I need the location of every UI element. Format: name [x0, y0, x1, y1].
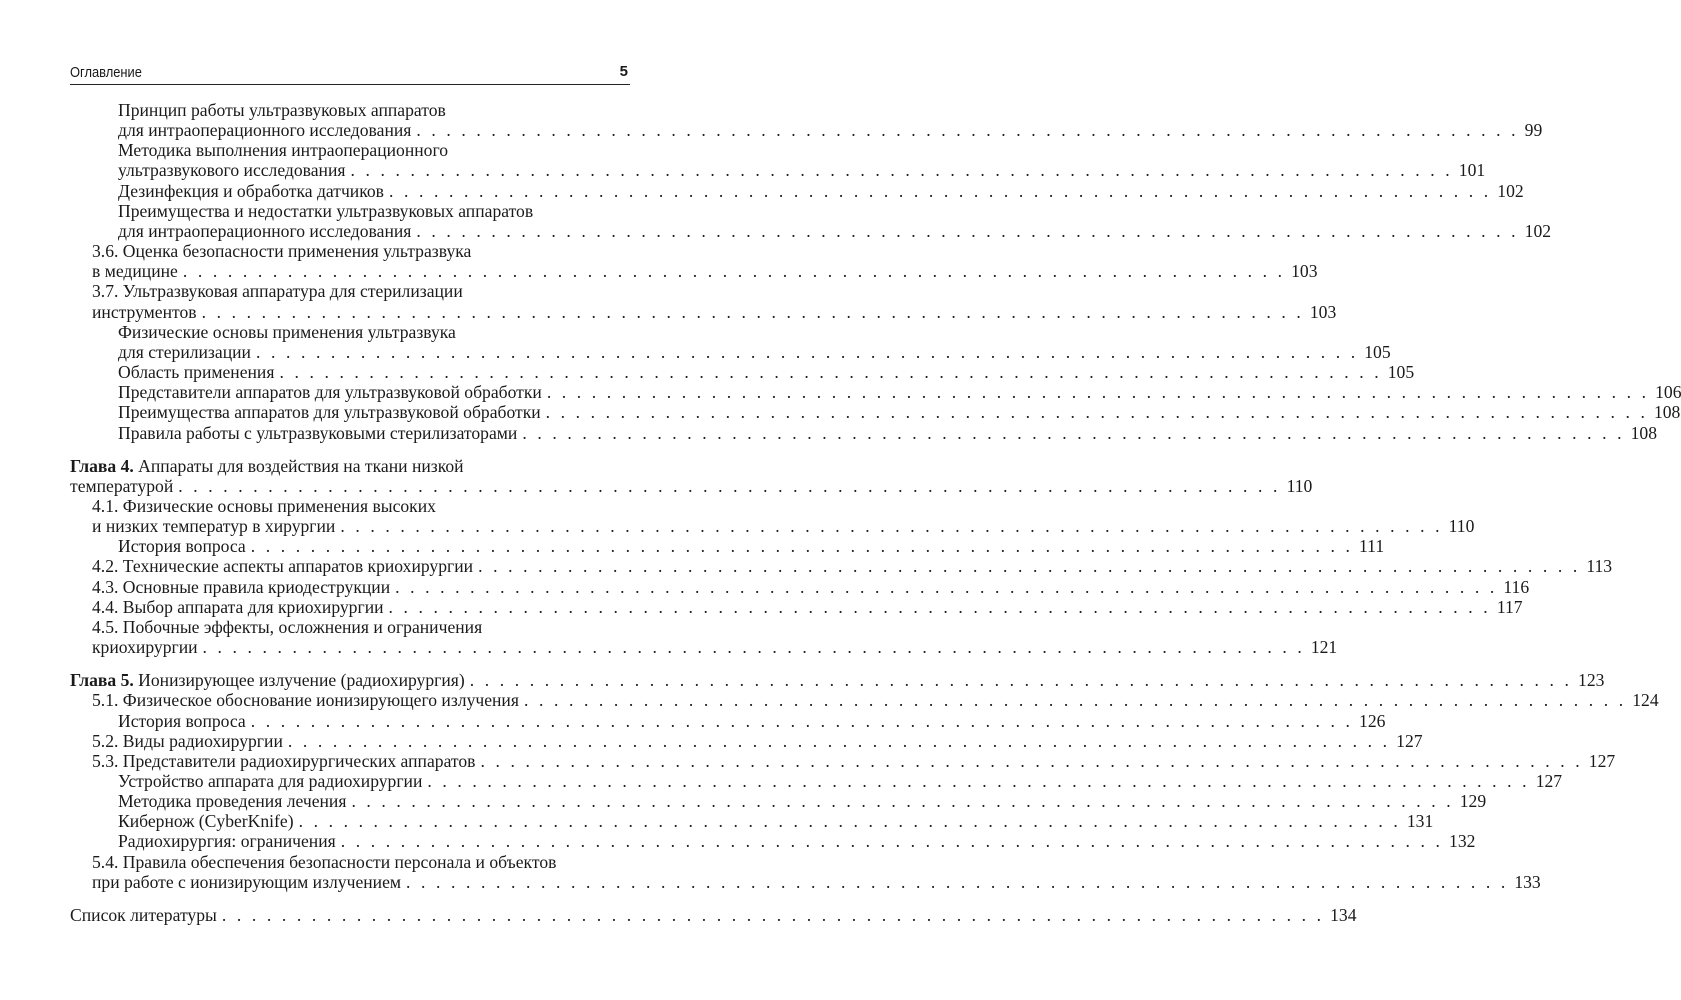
dot-leader: . . . . . . . . . . . . . . . . . . . . . . . . . . . . . . . . . . . . . . . . . . . . . . . . . . . . . . . . . . . . . . . . . . . . . . . . . .	[250, 710, 1354, 731]
toc-entry-text: Принцип работы ультразвуковых аппаратов	[118, 100, 446, 120]
toc-entry-text: История вопроса	[118, 536, 246, 557]
dot-leader: . . . . . . . . . . . . . . . . . . . . . . . . . . . . . . . . . . . . . . . . . . . . . . . . . . . . . . . . . . . . . . . . . . . . . . . . . .	[480, 750, 1583, 771]
dot-leader: . . . . . . . . . . . . . . . . . . . . . . . . . . . . . . . . . . . . . . . . . . . . . . . . . . . . . . . . . . . . . . . . . . . . . . . . . .	[546, 382, 1650, 403]
toc-entry[interactable]	[70, 596, 1523, 617]
toc-entry[interactable]	[70, 750, 1616, 771]
toc-entry-text: Область применения	[118, 362, 275, 383]
toc-page-number: 105	[1387, 362, 1415, 383]
toc-entry[interactable]	[70, 321, 1391, 362]
toc-entry[interactable]	[70, 241, 1318, 282]
dot-leader: . . . . . . . . . . . . . . . . . . . . . . . . . . . . . . . . . . . . . . . . . . . . . . . . . . . . . . . . . . . . . . . . . . . . . . . . . .	[182, 261, 1286, 282]
running-header-title: Оглавление	[70, 64, 142, 81]
toc-entry-text: Аппараты для воздействия на ткани низкой	[133, 455, 464, 476]
toc-entry[interactable]	[70, 851, 1541, 892]
toc-entry-text: и низких температур в хирургии	[92, 516, 336, 537]
toc-chapter-5[interactable]	[70, 670, 1605, 691]
dot-leader: . . . . . . . . . . . . . . . . . . . . . . . . . . . . . . . . . . . . . . . . . . . . . . . . . . . . . . . . . . . . . . . . . . . . . . . . . .	[202, 637, 1305, 658]
toc-entry[interactable]	[70, 791, 1487, 812]
toc-entry[interactable]	[70, 730, 1423, 751]
toc-entry-text: 4.5. Побочные эффекты, осложнения и ограничения	[92, 616, 483, 637]
toc-entry-text: 4.4. Выбор аппарата для криохирургии	[92, 596, 384, 617]
toc-entry-text: 3.7. Ультразвуковая аппаратура для стерилизации	[92, 281, 463, 302]
dot-leader: . . . . . . . . . . . . . . . . . . . . . . . . . . . . . . . . . . . . . . . . . . . . . . . . . . . . . . . . . . . . . . . . . . . . . . . . . .	[388, 180, 1492, 201]
toc-page-number: 123	[1578, 670, 1605, 691]
toc-entry-text: Правила работы с ультразвуковыми стерилизаторами	[118, 422, 518, 443]
toc-entry-text: для интраоперационного исследования	[118, 220, 412, 241]
toc-entry-text: Список литературы	[70, 904, 217, 925]
toc-page-number: 127	[1396, 730, 1423, 751]
toc-entry[interactable]	[70, 422, 1658, 443]
toc-page-number: 133	[1514, 871, 1541, 892]
toc-entry-text: для стерилизации	[118, 341, 251, 362]
toc-entry-text: 4.1. Физические основы применения высоких	[92, 495, 436, 516]
toc-entry-text: Методика проведения лечения	[118, 791, 347, 812]
toc-page-number: 111	[1359, 536, 1385, 557]
toc-page-number: 101	[1458, 160, 1486, 181]
toc-entry-text: Преимущества и недостатки ультразвуковых аппаратов	[118, 200, 534, 221]
toc-page-number: 106	[1655, 382, 1681, 403]
chapter-label: Глава 5.	[70, 670, 134, 691]
toc-entry[interactable]	[70, 536, 1385, 557]
toc-entry-text: Представители аппаратов для ультразвуковой обработки	[118, 382, 542, 403]
toc-page-number: 131	[1406, 811, 1434, 832]
toc-entry-text: 5.2. Виды радиохирургии	[92, 730, 283, 751]
toc-page-number: 116	[1503, 576, 1530, 597]
dot-leader: . . . . . . . . . . . . . . . . . . . . . . . . . . . . . . . . . . . . . . . . . . . . . . . . . . . . . . . . . . . . . . . . . . . . . . . . . .	[250, 536, 1354, 557]
toc-entry[interactable]	[70, 402, 1681, 423]
dot-leader: . . . . . . . . . . . . . . . . . . . . . . . . . . . . . . . . . . . . . . . . . . . . . . . . . . . . . . . . . . . . . . . . . . . . . . . . . .	[201, 301, 1304, 322]
dot-leader: . . . . . . . . . . . . . . . . . . . . . . . . . . . . . . . . . . . . . . . . . . . . . . . . . . . . . . . . . . . . . . . . . . . . . . . . . .	[416, 220, 1519, 241]
toc-entry-text: инструментов	[92, 301, 197, 322]
dot-leader: . . . . . . . . . . . . . . . . . . . . . . . . . . . . . . . . . . . . . . . . . . . . . . . . . . . . . . . . . . . . . . . . . . . . . . . . . .	[298, 811, 1401, 832]
toc-page-number: 117	[1496, 596, 1523, 617]
toc-entry-text: 5.1. Физическое обоснование ионизирующего излучения	[92, 690, 519, 711]
toc-entry-text: для интраоперационного исследования	[118, 120, 412, 141]
dot-leader: . . . . . . . . . . . . . . . . . . . . . . . . . . . . . . . . . . . . . . . . . . . . . . . . . . . . . . . . . . . . . . . . . . . . . . . . . .	[287, 730, 1391, 751]
dot-leader: . . . . . . . . . . . . . . . . . . . . . . . . . . . . . . . . . . . . . . . . . . . . . . . . . . . . . . . . . . . . . . . . . . . . . . . . . .	[523, 690, 1627, 711]
dot-leader: . . . . . . . . . . . . . . . . . . . . . . . . . . . . . . . . . . . . . . . . . . . . . . . . . . . . . . . . . . . . . . . . . . . . . . . . . .	[427, 771, 1530, 791]
toc-page-number: 99	[1524, 120, 1543, 141]
toc-entry[interactable]	[70, 616, 1338, 658]
toc-page-number: 127	[1588, 750, 1616, 771]
dot-leader: . . . . . . . . . . . . . . . . . . . . . . . . . . . . . . . . . . . . . . . . . . . . . . . . . . . . . . . . . . . . . . . . . . . . . . . . . .	[406, 871, 1509, 892]
toc-entry[interactable]	[70, 180, 1524, 201]
toc-entry[interactable]	[70, 556, 1613, 577]
dot-leader: . . . . . . . . . . . . . . . . . . . . . . . . . . . . . . . . . . . . . . . . . . . . . . . . . . . . . . . . . . . . . . . . . . . . . . . . . .	[221, 904, 1325, 925]
toc-entry-text: ультразвукового исследования	[118, 160, 346, 181]
toc-entry-text: Физические основы применения ультразвука	[118, 321, 456, 342]
chapter-label: Глава 4.	[70, 455, 134, 476]
toc-entry[interactable]	[70, 495, 1475, 537]
toc-entry-text: криохирургии	[92, 637, 198, 658]
toc-page-number: 103	[1291, 261, 1318, 282]
toc-page-number: 132	[1449, 831, 1476, 852]
toc-entry-text: Ионизирующее излучение (радиохирургия)	[133, 670, 465, 691]
toc-page-number: 113	[1586, 556, 1613, 577]
dot-leader: . . . . . . . . . . . . . . . . . . . . . . . . . . . . . . . . . . . . . . . . . . . . . . . . . . . . . . . . . . . . . . . . . . . . . . . . . .	[522, 422, 1625, 443]
toc-entry-text: Методика выполнения интраоперационного	[118, 140, 449, 161]
toc-entry-text: 4.2. Технические аспекты аппаратов криохирургии	[92, 556, 474, 577]
toc-entry[interactable]	[70, 831, 1476, 852]
dot-leader: . . . . . . . . . . . . . . . . . . . . . . . . . . . . . . . . . . . . . . . . . . . . . . . . . . . . . . . . . . . . . . . . . . . . . . . . . .	[351, 791, 1454, 812]
toc-entry-text: в медицине	[92, 261, 178, 282]
dot-leader: . . . . . . . . . . . . . . . . . . . . . . . . . . . . . . . . . . . . . . . . . . . . . . . . . . . . . . . . . . . . . . . . . . . . . . . . . .	[545, 402, 1648, 423]
toc-entry-text: 5.3. Представители радиохирургических аппаратов	[92, 750, 476, 771]
toc-entry-text: 5.4. Правила обеспечения безопасности персонала и объектов	[92, 851, 557, 872]
dot-leader: . . . . . . . . . . . . . . . . . . . . . . . . . . . . . . . . . . . . . . . . . . . . . . . . . . . . . . . . . . . . . . . . . . . . . . . . . .	[178, 475, 1281, 496]
toc-entry[interactable]	[70, 771, 1563, 791]
toc-entry[interactable]	[70, 690, 1659, 711]
toc-page-number: 127	[1535, 771, 1563, 791]
toc-entry-text: температурой	[70, 475, 174, 496]
toc-entry[interactable]	[70, 382, 1681, 403]
toc-page-number: 126	[1359, 710, 1386, 731]
toc-entry[interactable]	[70, 576, 1530, 597]
toc-bibliography[interactable]	[70, 904, 1357, 925]
toc-page-number: 105	[1364, 341, 1391, 362]
toc-entry-text: Радиохирургия: ограничения	[118, 831, 336, 852]
toc-entry[interactable]	[70, 362, 1415, 383]
toc-entry-text: 3.6. Оценка безопасности применения ультразвука	[92, 241, 472, 262]
toc-page-number: 108	[1653, 402, 1681, 423]
table-of-contents	[70, 100, 1681, 925]
toc-page-number: 110	[1448, 516, 1475, 537]
toc-entry[interactable]	[70, 281, 1337, 322]
toc-entry-text: Дезинфекция и обработка датчиков	[118, 180, 384, 201]
toc-entry[interactable]	[70, 100, 1543, 141]
dot-leader: . . . . . . . . . . . . . . . . . . . . . . . . . . . . . . . . . . . . . . . . . . . . . . . . . . . . . . . . . . . . . . . . . . . . . . . . . .	[340, 516, 1443, 537]
toc-page-number: 110	[1286, 475, 1313, 496]
toc-page-number: 134	[1330, 904, 1357, 925]
page-number: 5	[619, 63, 628, 80]
toc-entry-text: История вопроса	[118, 710, 246, 731]
dot-leader: . . . . . . . . . . . . . . . . . . . . . . . . . . . . . . . . . . . . . . . . . . . . . . . . . . . . . . . . . . . . . . . . . . . . . . . . . .	[478, 556, 1581, 577]
dot-leader: . . . . . . . . . . . . . . . . . . . . . . . . . . . . . . . . . . . . . . . . . . . . . . . . . . . . . . . . . . . . . . . . . . . . . . . . . .	[350, 160, 1453, 181]
dot-leader: . . . . . . . . . . . . . . . . . . . . . . . . . . . . . . . . . . . . . . . . . . . . . . . . . . . . . . . . . . . . . . . . . . . . . . . . . .	[255, 341, 1359, 362]
toc-entry-text: при работе с ионизирующим излучением	[92, 871, 402, 892]
toc-entry-text: 4.3. Основные правила криодеструкции	[92, 576, 391, 597]
dot-leader: . . . . . . . . . . . . . . . . . . . . . . . . . . . . . . . . . . . . . . . . . . . . . . . . . . . . . . . . . . . . . . . . . . . . . . . . . .	[340, 831, 1444, 852]
dot-leader: . . . . . . . . . . . . . . . . . . . . . . . . . . . . . . . . . . . . . . . . . . . . . . . . . . . . . . . . . . . . . . . . . . . . . . . . . .	[279, 362, 1382, 383]
dot-leader: . . . . . . . . . . . . . . . . . . . . . . . . . . . . . . . . . . . . . . . . . . . . . . . . . . . . . . . . . . . . . . . . . . . . . . . . . .	[395, 576, 1498, 597]
toc-page-number: 124	[1632, 690, 1659, 711]
dot-leader: . . . . . . . . . . . . . . . . . . . . . . . . . . . . . . . . . . . . . . . . . . . . . . . . . . . . . . . . . . . . . . . . . . . . . . . . . .	[416, 120, 1519, 141]
toc-entry-text: Кибернож (CyberKnife)	[118, 811, 294, 832]
toc-entry-text: Преимущества аппаратов для ультразвуковой обработки	[118, 402, 541, 423]
dot-leader: . . . . . . . . . . . . . . . . . . . . . . . . . . . . . . . . . . . . . . . . . . . . . . . . . . . . . . . . . . . . . . . . . . . . . . . . . .	[388, 596, 1491, 617]
toc-entry[interactable]	[70, 140, 1486, 181]
toc-entry[interactable]	[70, 200, 1552, 241]
toc-page-number: 103	[1309, 301, 1337, 322]
toc-page-number: 129	[1459, 791, 1487, 812]
toc-chapter-4[interactable]	[70, 455, 1313, 496]
toc-page-number: 121	[1310, 637, 1338, 658]
dot-leader: . . . . . . . . . . . . . . . . . . . . . . . . . . . . . . . . . . . . . . . . . . . . . . . . . . . . . . . . . . . . . . . . . . . . . . . . . .	[469, 670, 1573, 691]
toc-entry[interactable]	[70, 710, 1386, 731]
toc-page-number: 102	[1497, 180, 1524, 201]
toc-entry[interactable]	[70, 811, 1434, 832]
toc-page-number: 102	[1524, 220, 1552, 241]
running-header	[70, 62, 630, 85]
toc-entry-text: Устройство аппарата для радиохирургии	[118, 771, 423, 791]
toc-page-number: 108	[1630, 422, 1658, 443]
